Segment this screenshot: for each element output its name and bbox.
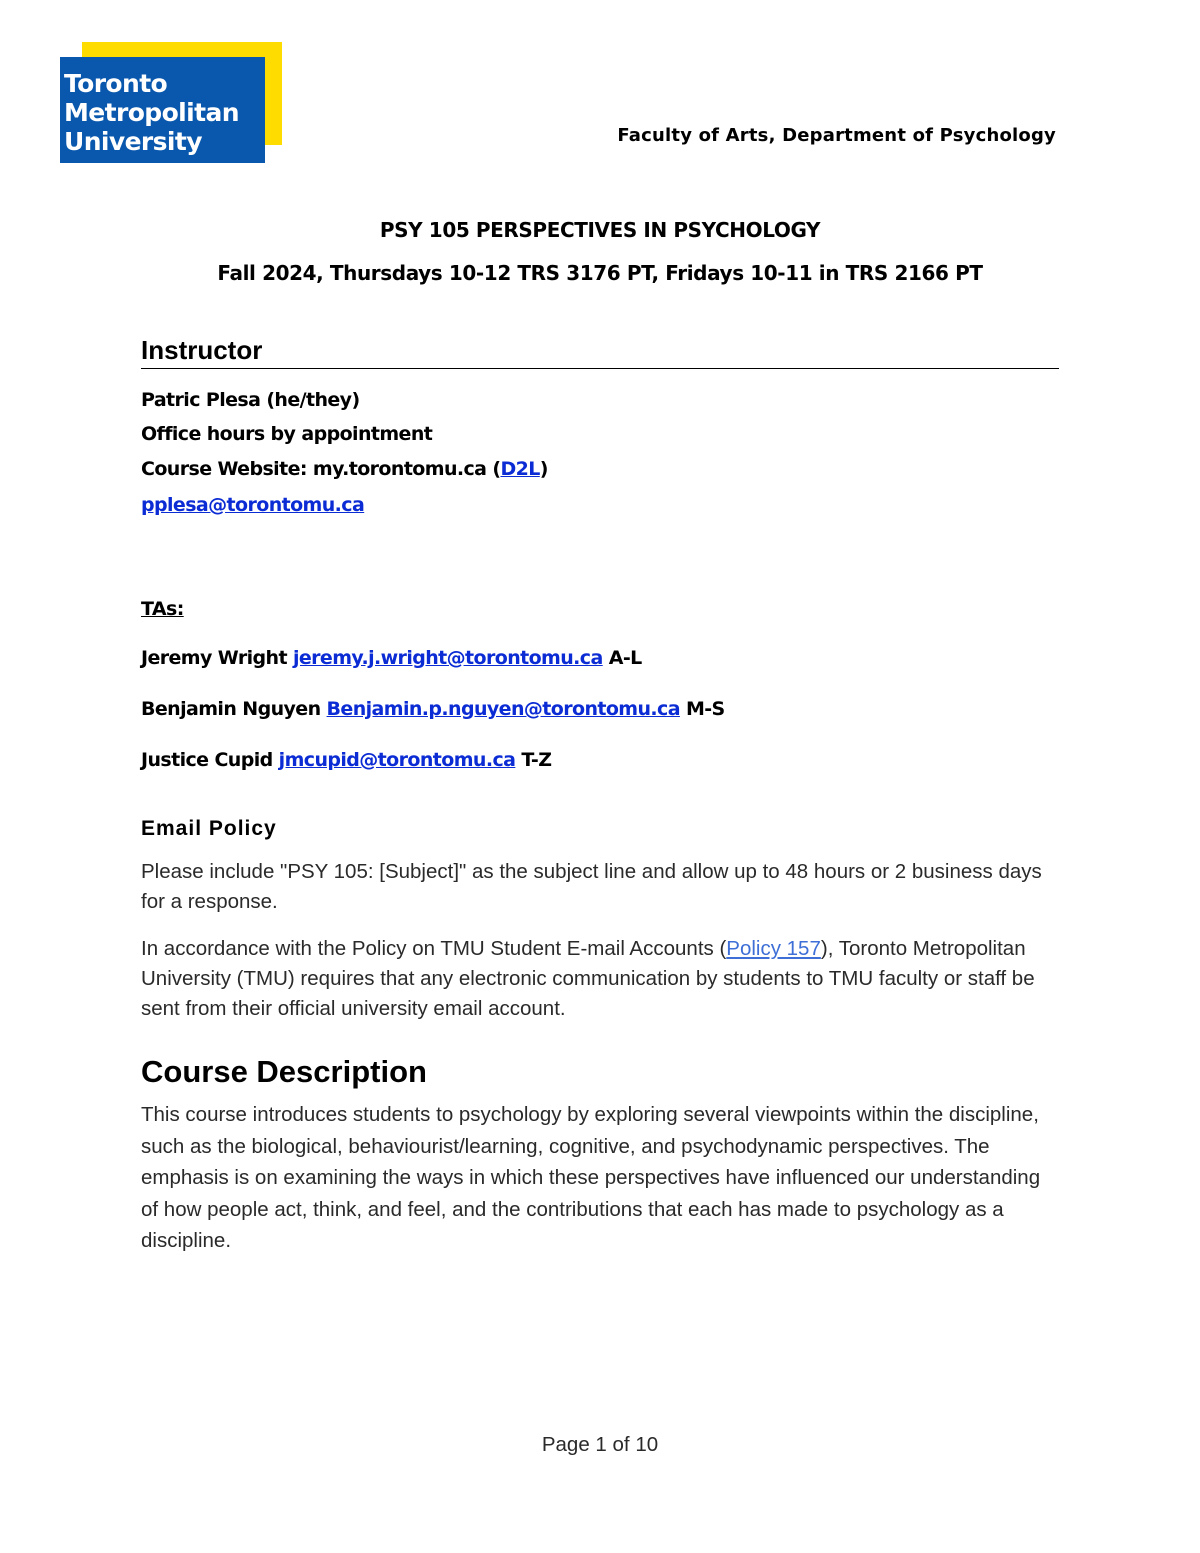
d2l-link[interactable]: D2L	[500, 458, 540, 480]
course-website-suffix: )	[539, 458, 548, 480]
email-policy-paragraph-2	[141, 934, 1061, 1024]
instructor-name: Patric Plesa (he/they)	[141, 389, 360, 411]
email-policy-paragraph-2-suffix: ), Toronto Metropolitan University (TMU) requires that any electronic communication by students to TMU faculty or staff be sent from their official university email account.	[141, 937, 1035, 1020]
university-logo	[60, 42, 282, 163]
page-number: Page 1 of 10	[541, 1433, 659, 1456]
ta-range: M-S	[685, 698, 725, 720]
instructor-heading: Instructor	[141, 335, 263, 365]
ta-row	[141, 647, 642, 669]
course-website-prefix: Course Website: my.torontomu.ca (	[141, 458, 501, 480]
tas-heading-text: TAs:	[141, 598, 184, 620]
course-description-heading: Course Description	[141, 1054, 427, 1089]
ta-row	[141, 698, 725, 720]
ta-row	[141, 749, 551, 771]
ta-range: A-L	[608, 647, 642, 669]
course-website	[141, 458, 548, 480]
ta-name: Jeremy Wright	[141, 647, 287, 669]
logo-line-3: University	[64, 127, 202, 156]
ta-email-link[interactable]: jeremy.j.wright@torontomu.ca	[292, 647, 603, 669]
tas-heading	[141, 598, 184, 620]
email-policy-heading: Email Policy	[141, 817, 277, 840]
ta-email-link[interactable]: jmcupid@torontomu.ca	[278, 749, 516, 771]
course-title: PSY 105 PERSPECTIVES IN PSYCHOLOGY	[379, 218, 821, 242]
instructor-divider	[141, 368, 1059, 369]
instructor-email-line	[141, 494, 364, 516]
ta-name: Benjamin Nguyen	[141, 698, 321, 720]
policy-157-link[interactable]: Policy 157	[726, 937, 821, 960]
office-hours: Office hours by appointment	[141, 423, 433, 445]
instructor-email-link[interactable]: pplesa@torontomu.ca	[141, 494, 365, 516]
ta-name: Justice Cupid	[141, 749, 273, 771]
faculty-header: Faculty of Arts, Department of Psychology	[617, 125, 1056, 146]
logo-line-2: Metropolitan	[64, 98, 239, 127]
ta-range: T-Z	[521, 749, 552, 771]
course-schedule: Fall 2024, Thursdays 10-12 TRS 3176 PT, Fridays 10-11 in TRS 2166 PT	[217, 261, 983, 285]
ta-email-link[interactable]: Benjamin.p.nguyen@torontomu.ca	[326, 698, 680, 720]
course-description-text: This course introduces students to psychology by exploring several viewpoints within the discipline, such as the biological, behaviourist/learning, cognitive, and psychodynamic perspectives. The emphasis is on examining the ways in which these perspectives have influenced our understanding of how people act, think, and feel, and the contributions that each has made to psychology as a discipline.	[141, 1103, 1041, 1252]
logo-line-1: Toronto	[64, 69, 168, 98]
email-policy-paragraph-1: Please include "PSY 105: [Subject]" as the subject line and allow up to 48 hours or 2 business days for a response.	[141, 860, 1042, 913]
logo-blue-block	[60, 57, 265, 163]
email-policy-paragraph-2-prefix: In accordance with the Policy on TMU Student E-mail Accounts (	[141, 937, 727, 960]
